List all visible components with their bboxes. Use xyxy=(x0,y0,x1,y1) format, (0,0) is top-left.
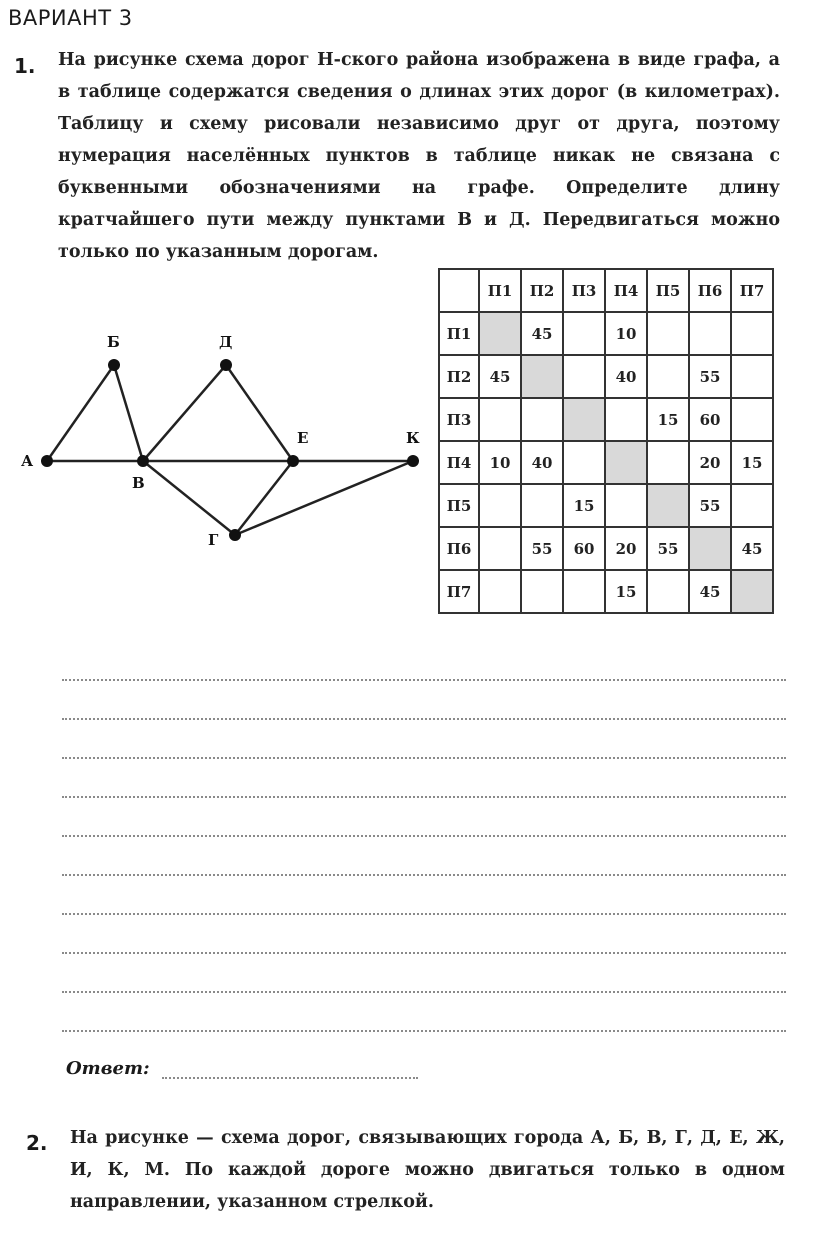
column-header: П7 xyxy=(731,269,773,312)
table-cell: 55 xyxy=(521,527,563,570)
table-diagonal-cell xyxy=(731,570,773,613)
table-cell xyxy=(563,312,605,355)
node-v xyxy=(137,455,149,467)
table-row xyxy=(439,570,773,613)
table-cell: 55 xyxy=(647,527,689,570)
table-cell xyxy=(731,398,773,441)
table-cell xyxy=(647,441,689,484)
table-cell xyxy=(731,484,773,527)
row-header: П1 xyxy=(439,312,479,355)
graph-edges xyxy=(47,365,413,535)
table-diagonal-cell xyxy=(521,355,563,398)
edge-b-v xyxy=(114,365,143,461)
row-header: П6 xyxy=(439,527,479,570)
table-diagonal-cell xyxy=(689,527,731,570)
table-cell xyxy=(521,484,563,527)
table-cell xyxy=(689,312,731,355)
table-cell xyxy=(521,398,563,441)
table-cell: 10 xyxy=(479,441,521,484)
table-diagonal-cell xyxy=(605,441,647,484)
table-cell: 15 xyxy=(731,441,773,484)
table-cell: 15 xyxy=(605,570,647,613)
table-header-row xyxy=(439,269,773,312)
answer-line-3 xyxy=(62,757,786,759)
row-header: П3 xyxy=(439,398,479,441)
table-row xyxy=(439,527,773,570)
table-cell: 45 xyxy=(521,312,563,355)
distance-table xyxy=(438,268,774,614)
table-cell xyxy=(479,527,521,570)
column-header: П3 xyxy=(563,269,605,312)
table-cell xyxy=(563,570,605,613)
table-cell: 20 xyxy=(605,527,647,570)
table-cell: 60 xyxy=(689,398,731,441)
table-cell xyxy=(731,312,773,355)
table-row xyxy=(439,484,773,527)
row-header: П2 xyxy=(439,355,479,398)
table-cell: 45 xyxy=(479,355,521,398)
table-cell: 45 xyxy=(689,570,731,613)
edge-v-d xyxy=(143,365,226,461)
table-cell xyxy=(479,398,521,441)
answer-line-10 xyxy=(62,1030,786,1032)
column-header: П5 xyxy=(647,269,689,312)
table-row xyxy=(439,355,773,398)
table-cell: 10 xyxy=(605,312,647,355)
answer-label: Ответ: xyxy=(66,1058,150,1079)
table-row xyxy=(439,441,773,484)
table-diagonal-cell xyxy=(563,398,605,441)
answer-line-4 xyxy=(62,796,786,798)
table-cell xyxy=(605,398,647,441)
table-row xyxy=(439,398,773,441)
variant-title: ВАРИАНТ 3 xyxy=(8,6,133,30)
answer-line-7 xyxy=(62,913,786,915)
node-k xyxy=(407,455,419,467)
label-e: Е xyxy=(297,429,309,447)
table-row xyxy=(439,312,773,355)
table-cell: 45 xyxy=(731,527,773,570)
edge-a-b xyxy=(47,365,114,461)
answer-field[interactable] xyxy=(162,1077,418,1079)
task2-number: 2. xyxy=(26,1131,48,1155)
column-header: П1 xyxy=(479,269,521,312)
answer-line-2 xyxy=(62,718,786,720)
table-cell: 60 xyxy=(563,527,605,570)
answer-line-6 xyxy=(62,874,786,876)
table-cell xyxy=(563,355,605,398)
column-header: П2 xyxy=(521,269,563,312)
edge-d-e xyxy=(226,365,293,461)
row-header: П7 xyxy=(439,570,479,613)
node-a xyxy=(41,455,53,467)
table-diagonal-cell xyxy=(647,484,689,527)
task1-text: На рисунке схема дорог Н-ского района изображена в виде графа, а в таблице содержатся сведения о длинах этих дорог (в километрах). Таблицу и схему рисовали независимо друг от друга, поэтому нумерация населённых пунктов в таблице никак не связана с буквенными обозначениями на графе. Определите длину кратчайшего пути между пунктами В и Д. Передвигаться можно только по указанным дорогам. xyxy=(58,50,780,262)
node-b xyxy=(108,359,120,371)
table-diagonal-cell xyxy=(479,312,521,355)
task2-text: На рисунке — схема дорог, связывающих города А, Б, В, Г, Д, Е, Ж, И, К, М. По каждой дороге можно двигаться только в одном направлении, указанном стрелкой. xyxy=(70,1128,785,1212)
node-d xyxy=(220,359,232,371)
answer-line-8 xyxy=(62,952,786,954)
edge-v-g xyxy=(143,461,235,535)
table-cell: 40 xyxy=(521,441,563,484)
column-header: П4 xyxy=(605,269,647,312)
node-g xyxy=(229,529,241,541)
answer-line-1 xyxy=(62,679,786,681)
table-cell: 15 xyxy=(647,398,689,441)
road-graph xyxy=(10,325,430,555)
table-cell: 40 xyxy=(605,355,647,398)
label-b: Б xyxy=(107,333,120,351)
table-cell: 55 xyxy=(689,484,731,527)
label-v: В xyxy=(132,474,145,492)
table-cell: 20 xyxy=(689,441,731,484)
table-cell xyxy=(605,484,647,527)
table-cell xyxy=(563,441,605,484)
column-header: П6 xyxy=(689,269,731,312)
label-k: К xyxy=(406,429,420,447)
table-corner-cell xyxy=(439,269,479,312)
answer-line-9 xyxy=(62,991,786,993)
task1-number: 1. xyxy=(14,54,36,78)
node-e xyxy=(287,455,299,467)
table-cell xyxy=(647,312,689,355)
label-a: А xyxy=(21,452,34,470)
table-cell xyxy=(521,570,563,613)
table-cell xyxy=(647,570,689,613)
label-g: Г xyxy=(208,531,219,549)
edge-g-k xyxy=(235,461,413,535)
table-cell xyxy=(731,355,773,398)
table-cell xyxy=(647,355,689,398)
table-cell: 55 xyxy=(689,355,731,398)
answer-line-5 xyxy=(62,835,786,837)
row-header: П5 xyxy=(439,484,479,527)
label-d: Д xyxy=(219,333,233,351)
table-cell: 15 xyxy=(563,484,605,527)
row-header: П4 xyxy=(439,441,479,484)
table-cell xyxy=(479,570,521,613)
table-cell xyxy=(479,484,521,527)
